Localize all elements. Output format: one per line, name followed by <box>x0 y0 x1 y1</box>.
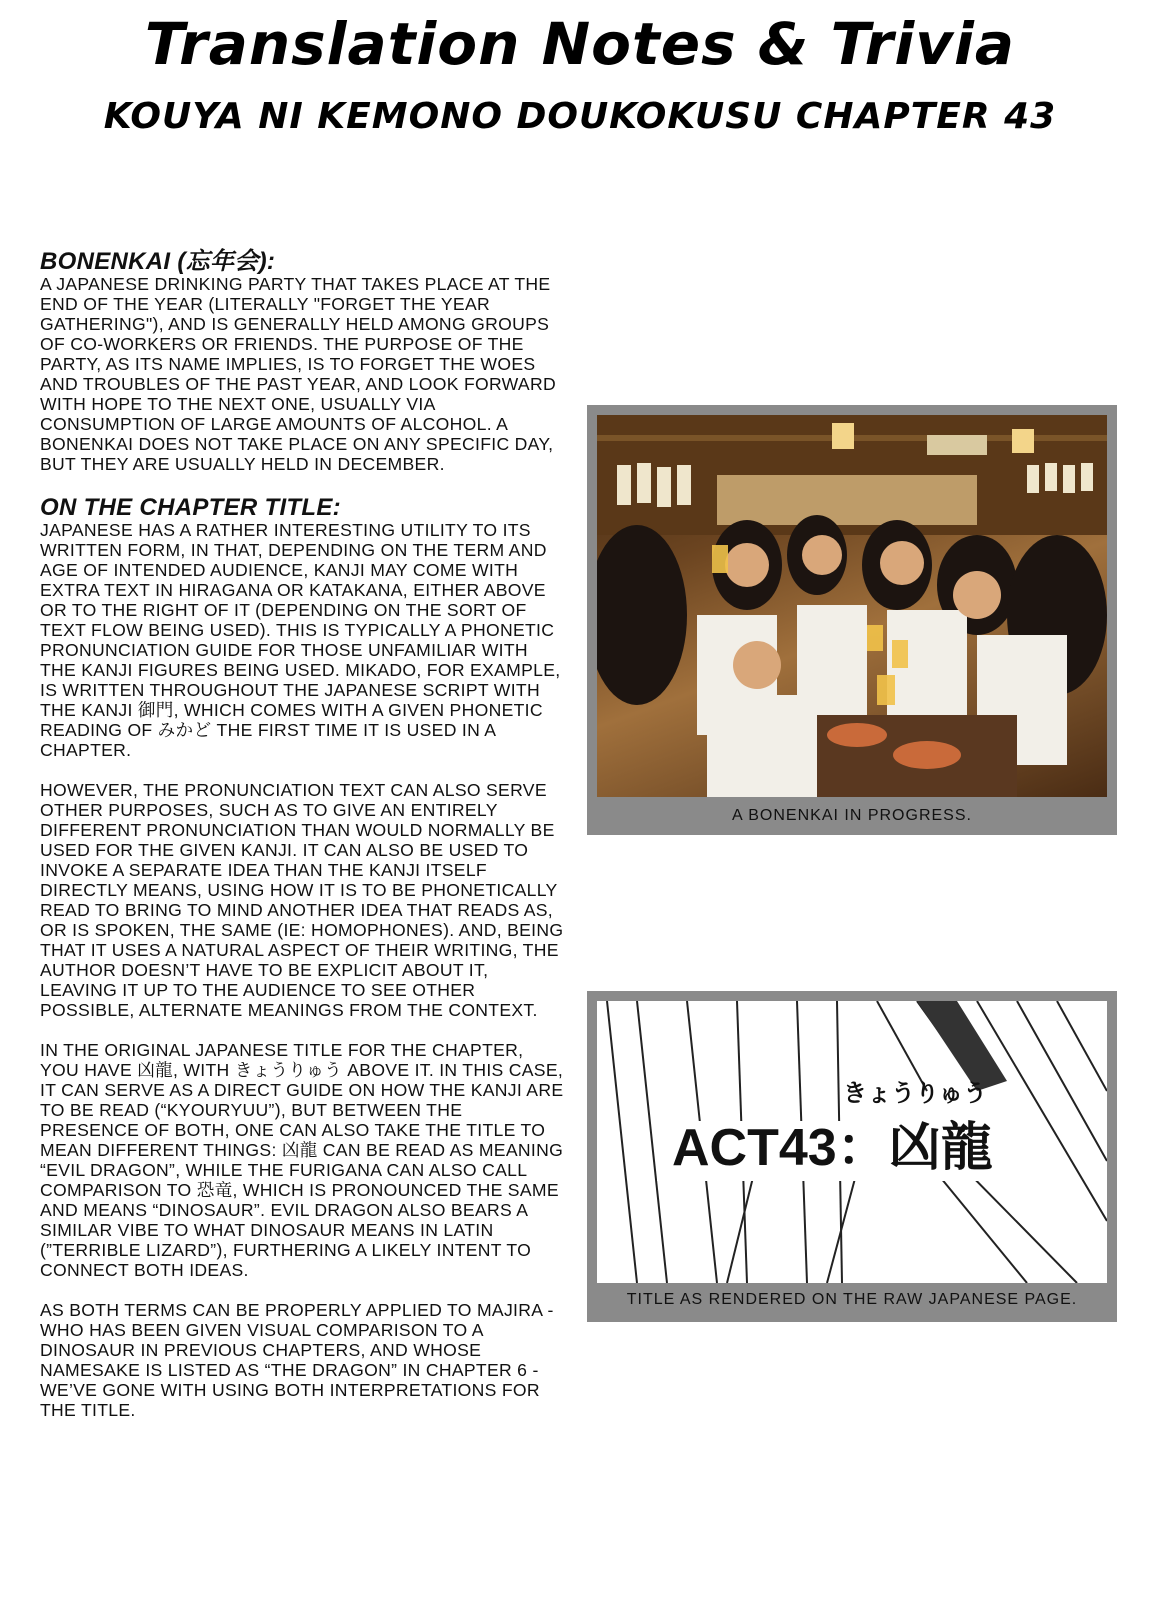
manga-title-figure <box>587 991 1117 1322</box>
page-subtitle: KOUYA NI KEMONO DOUKOKUSU CHAPTER 43 <box>103 96 1057 137</box>
chapter-title-paragraph-2: HOWEVER, THE PRONUNCIATION TEXT CAN ALSO SERVE OTHER PURPOSES, SUCH AS TO GIVE AN ENTIRELY DIFFERENT PRONUNCIATION THAN WOULD NORMALLY BE USED FOR THE GIVEN KANJI. IT CAN ALSO BE USED TO INVOKE A SEPARATE IDEA THAN THE KANJI ITSELF DIRECTLY MEANS, USING HOW IT IS TO BE PHONETICALLY READ TO BRING TO MIND ANOTHER IDEA THAT READS AS, OR IS SPOKEN, THE SAME (IE: HOMOPHONES). AND, BEING THAT IT USES A NATURAL ASPECT OF THEIR WRITING, THE AUTHOR DOESN’T HAVE TO BE EXPLICIT ABOUT IT, LEAVING IT UP TO THE AUDIENCE TO SEE OTHER POSSIBLE, ALTERNATE MEANINGS FROM THE CONTEXT. <box>40 780 564 1020</box>
chapter-title-paragraph-1: JAPANESE HAS A RATHER INTERESTING UTILITY TO ITS WRITTEN FORM, IN THAT, DEPENDING ON THE TERM AND AGE OF INTENDED AUDIENCE, KANJI MAY COME WITH EXTRA TEXT IN HIRAGANA OR KATAKANA, EITHER ABOVE OR TO THE RIGHT OF IT (DEPENDING ON THE SORT OF TEXT FLOW BEING USED). THIS IS TYPICALLY A PHONETIC PRONUNCIATION GUIDE FOR THOSE UNFAMILIAR WITH THE KANJI FIGURES BEING USED. MIKADO, FOR EXAMPLE, IS WRITTEN THROUGHOUT THE JAPANESE SCRIPT WITH THE KANJI 御門, WHICH COMES WITH A GIVEN PHONETIC READING OF みかど THE FIRST TIME IT IS USED IN A CHAPTER. <box>40 520 561 760</box>
page-title: Translation Notes & Trivia <box>144 10 1016 78</box>
chapter-title-paragraph-4: AS BOTH TERMS CAN BE PROPERLY APPLIED TO MAJIRA - WHO HAS BEEN GIVEN VISUAL COMPARISON TO A DINOSAUR IN PREVIOUS CHAPTERS, AND WHOSE NAMESAKE IS LISTED AS “THE DRAGON” IN CHAPTER 6 - WE’VE GONE WITH USING BOTH INTERPRETATIONS FOR THE TITLE. <box>40 1300 554 1420</box>
bonenkai-paragraph: A JAPANESE DRINKING PARTY THAT TAKES PLACE AT THE END OF THE YEAR (LITERALLY "FORGET THE YEAR GATHERING"), AND IS GENERALLY HELD AMONG GROUPS OF CO-WORKERS OR FRIENDS. THE PURPOSE OF THE PARTY, AS ITS NAME IMPLIES, IS TO FORGET THE WOES AND TROUBLES OF THE PAST YEAR, AND LOOK FORWARD WITH HOPE TO THE NEXT ONE, USUALLY VIA CONSUMPTION OF LARGE AMOUNTS OF ALCOHOL. A BONENKAI DOES NOT TAKE PLACE ON ANY SPECIFIC DAY, BUT THEY ARE USUALLY HELD IN DECEMBER. <box>40 274 556 474</box>
manga-caption: TITLE AS RENDERED ON THE RAW JAPANESE PAGE. <box>626 1291 1078 1308</box>
bonenkai-caption: A BONENKAI IN PROGRESS. <box>732 807 972 824</box>
bonenkai-photo <box>597 415 1107 797</box>
section-heading-chapter-title: ON THE CHAPTER TITLE: <box>40 494 341 521</box>
section-heading-bonenkai: BONENKAI (忘年会): <box>40 248 276 275</box>
manga-act-title: ACT43：凶龍 <box>672 1119 993 1177</box>
manga-title-panel <box>597 1001 1107 1283</box>
bonenkai-figure <box>587 405 1117 835</box>
chapter-title-paragraph-3: IN THE ORIGINAL JAPANESE TITLE FOR THE CHAPTER, YOU HAVE 凶龍, WITH きょうりゅう ABOVE IT. IN THIS CASE, IT CAN SERVE AS A DIRECT GUIDE ON HOW THE KANJI ARE TO BE READ (“KYOURYUU”), BUT BETWEEN THE PRESENCE OF BOTH, ONE CAN ALSO TAKE THE TITLE TO MEAN DIFFERENT THINGS: 凶龍 CAN BE READ AS MEANING “EVIL DRAGON”, WHILE THE FURIGANA CAN ALSO CALL COMPARISON TO 恐竜, WHICH IS PRONOUNCED THE SAME AND MEANS “DINOSAUR”. EVIL DRAGON ALSO BEARS A SIMILAR VIBE TO WHAT DINOSAUR MEANS IN LATIN (”TERRIBLE LIZARD”), FURTHERING A LIKELY INTENT TO CONNECT BOTH IDEAS. <box>40 1040 564 1280</box>
notes-column <box>40 250 565 1420</box>
manga-furigana: きょうりゅう <box>843 1079 987 1107</box>
